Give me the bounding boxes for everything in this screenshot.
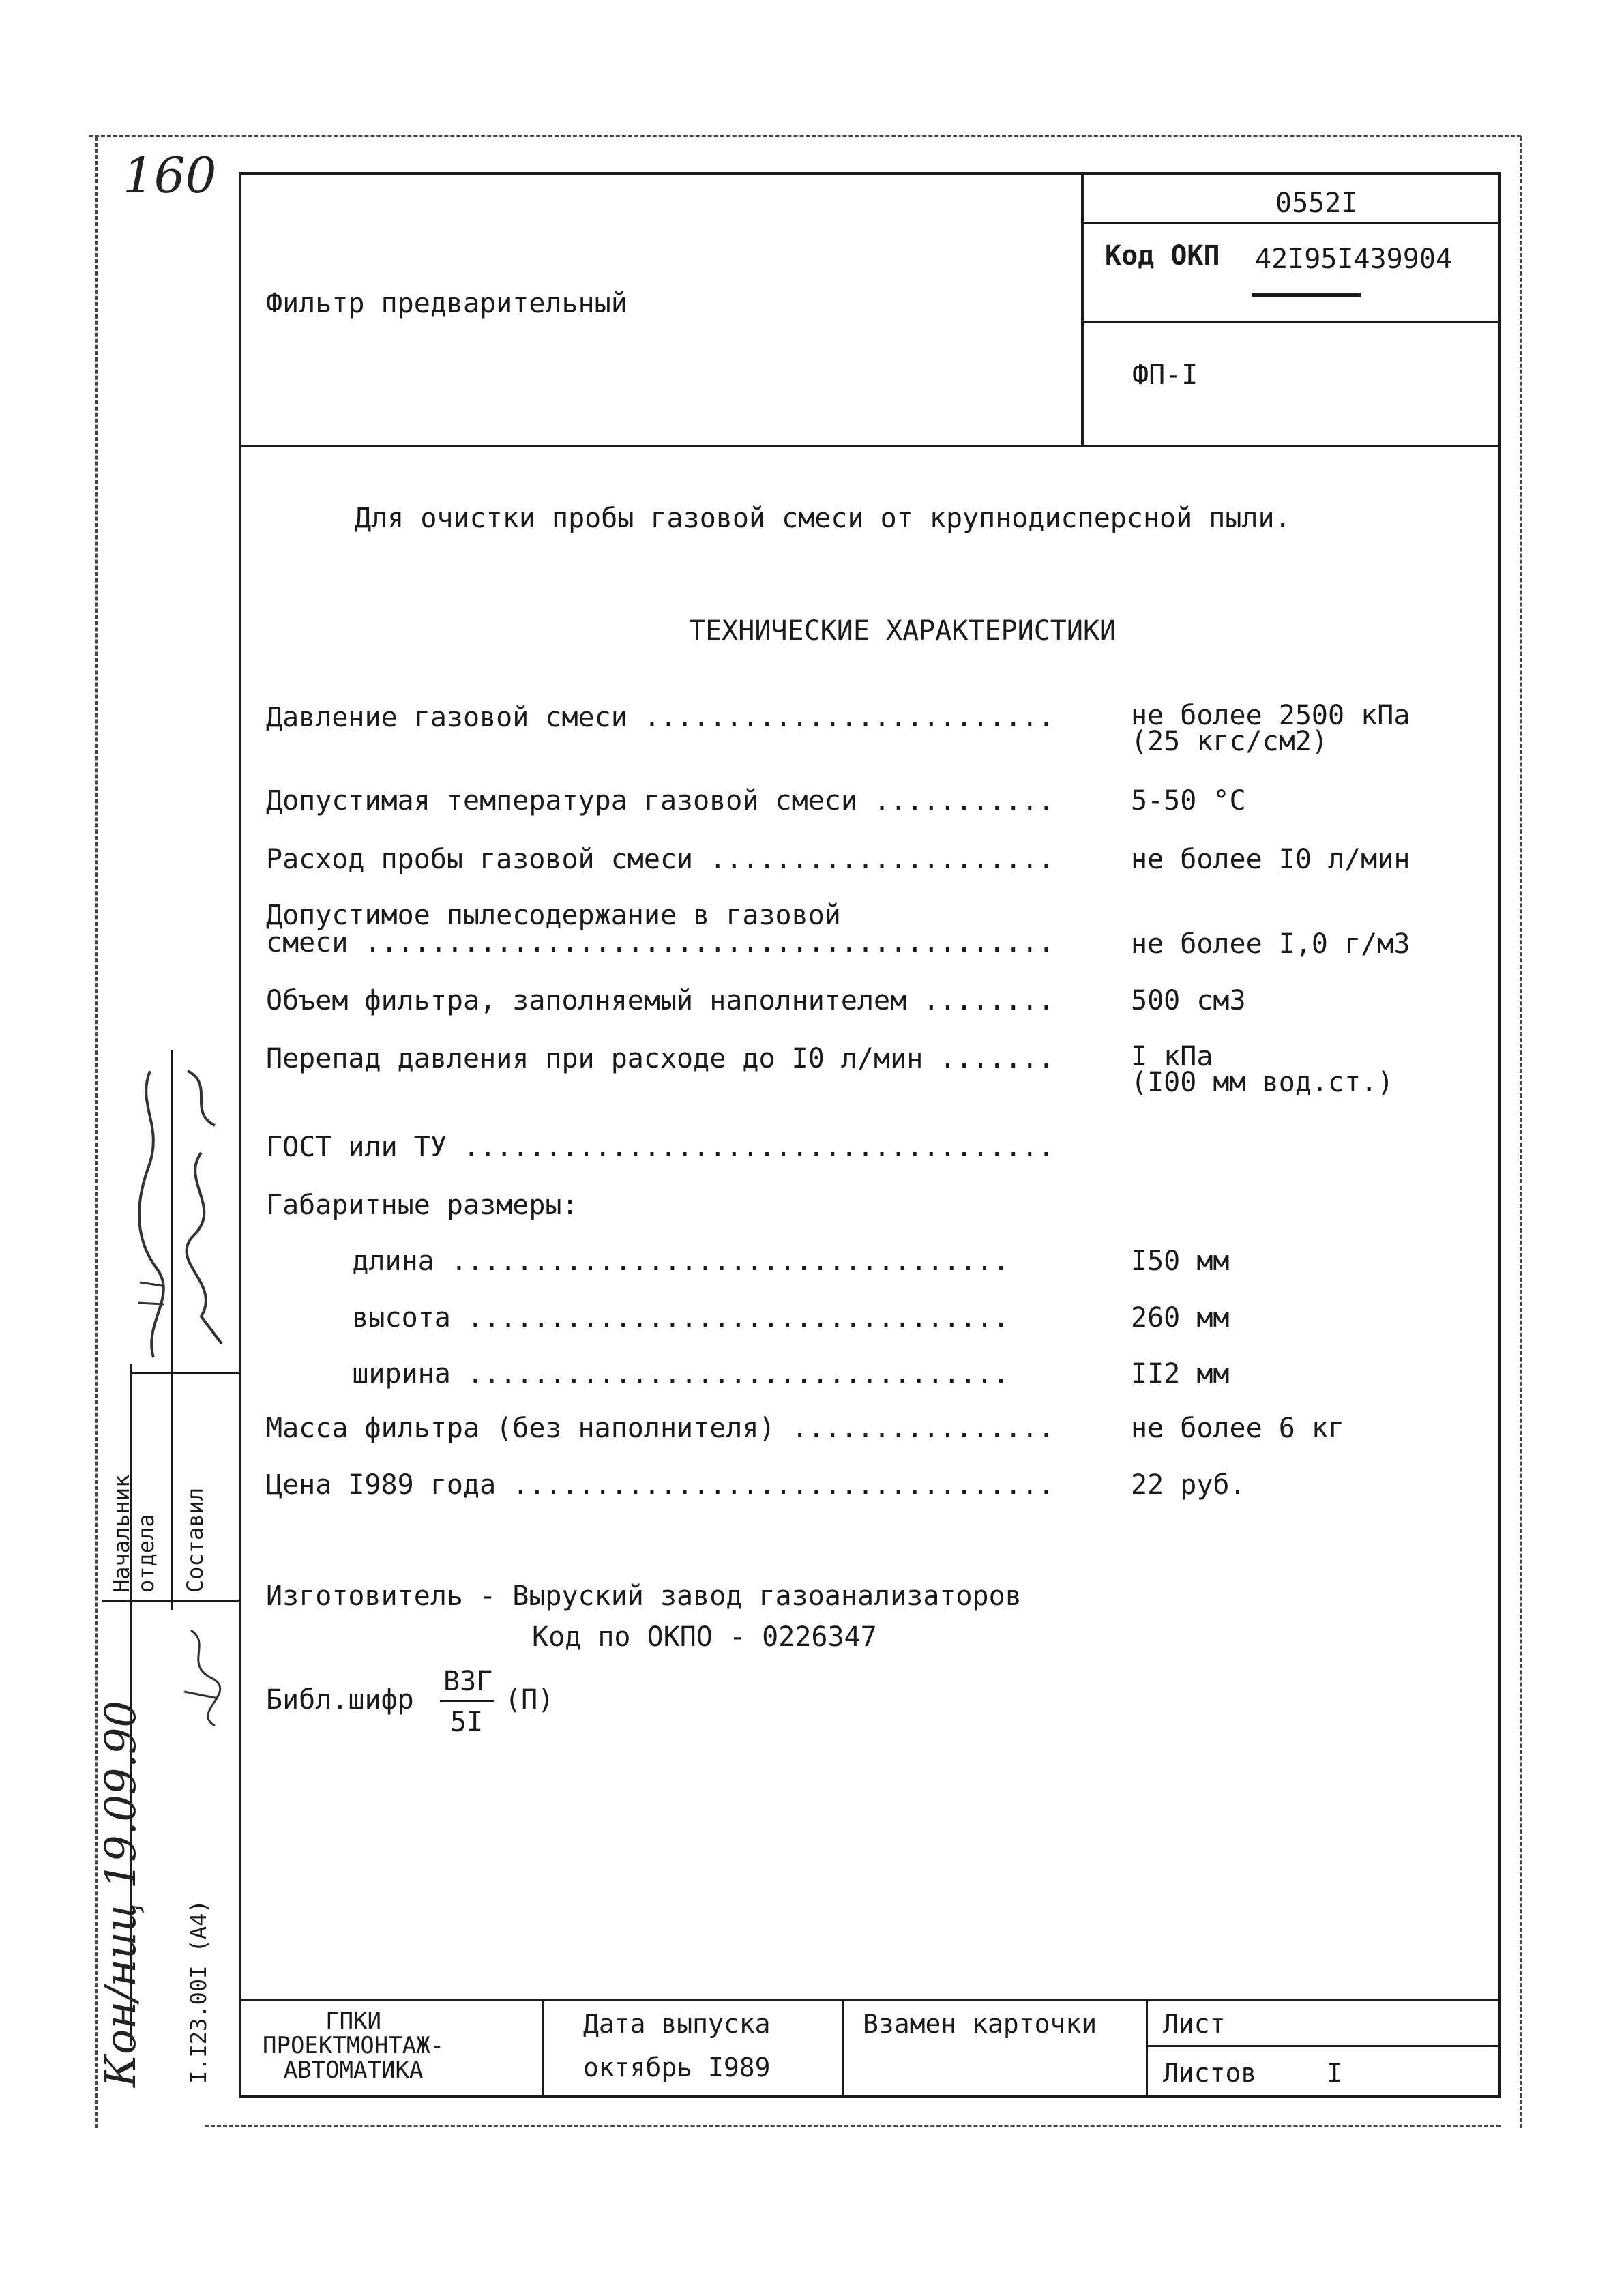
spec-value-width: II2 мм bbox=[1131, 1358, 1230, 1389]
stamp-column-mid bbox=[171, 1050, 173, 1610]
okp-code-underline bbox=[1252, 293, 1361, 297]
spec-value-pressure: не более 2500 кПа (25 кгс/см2) bbox=[1131, 700, 1410, 757]
library-code-suffix: (П) bbox=[505, 1684, 555, 1716]
library-code-label: Библ.шифр bbox=[266, 1684, 414, 1716]
spec-label-temperature: Допустимая температура газовой смеси ........... bbox=[266, 785, 1054, 816]
page-number-handwritten: 160 bbox=[123, 147, 217, 204]
right-dashed-edge bbox=[1520, 136, 1522, 2128]
header-vertical-divider bbox=[1081, 172, 1084, 445]
spec-value-pressure-drop: I кПа (I00 мм вод.ст.) bbox=[1131, 1041, 1394, 1098]
spec-label-mass: Масса фильтра (без наполнителя) ................ bbox=[266, 1413, 1054, 1444]
header-okp-divider bbox=[1081, 321, 1501, 323]
spec-value-dust: не более I,0 г/м3 bbox=[1131, 928, 1410, 960]
frame-bottom bbox=[239, 2095, 1501, 2098]
spec-label-price: Цена I989 года ................................. bbox=[266, 1469, 1054, 1501]
footer-top-line bbox=[239, 1999, 1501, 2001]
footer-div-1 bbox=[542, 1999, 544, 2095]
footer-sheets-value: I bbox=[1327, 2058, 1342, 2088]
footer-div-2 bbox=[842, 1999, 844, 2095]
footer-sheet-label: Лист bbox=[1163, 2009, 1226, 2039]
bottom-dashed-edge bbox=[205, 2125, 1501, 2127]
signature-compiled bbox=[174, 1057, 235, 1357]
frame-top bbox=[239, 172, 1501, 175]
purpose-text: Для очистки пробы газовой смеси от крупнодисперсной пыли. bbox=[355, 503, 1291, 534]
signature-head bbox=[130, 1064, 171, 1364]
manufacturer-line: Изготовитель - Выруский завод газоанализаторов bbox=[266, 1580, 1022, 1612]
library-code-denominator: 5I bbox=[450, 1707, 484, 1738]
spec-value-price: 22 руб. bbox=[1131, 1469, 1246, 1501]
footer-issue-date: октябрь I989 bbox=[583, 2052, 771, 2082]
spec-label-flow: Расход пробы газовой смеси ..................... bbox=[266, 844, 1054, 875]
okp-code: 42I95I439904 bbox=[1255, 244, 1452, 275]
model-code: ФП-I bbox=[1132, 359, 1198, 391]
footer-replaces-label: Взамен карточки bbox=[863, 2009, 1097, 2039]
spec-value-mass: не более 6 кг bbox=[1131, 1413, 1345, 1444]
stamp-column-sep bbox=[130, 1372, 239, 1374]
spec-value-volume: 500 см3 bbox=[1131, 985, 1246, 1016]
stamp-handwritten-note: Кон/ниц 19.09.90 bbox=[95, 1701, 145, 2087]
spec-label-pressure-drop: Перепад давления при расходе до I0 л/мин ....... bbox=[266, 1043, 1054, 1074]
spec-label-standard: ГОСТ или ТУ .................................... bbox=[266, 1132, 1054, 1163]
section-title: ТЕХНИЧЕСКИЕ ХАРАКТЕРИСТИКИ bbox=[689, 615, 1117, 647]
spec-value-length: I50 мм bbox=[1131, 1246, 1230, 1277]
spec-value-height: 260 мм bbox=[1131, 1302, 1230, 1334]
footer-org: ГПКИ ПРОЕКТМОНТАЖ- АВТОМАТИКА bbox=[263, 2007, 445, 2084]
spec-label-volume: Объем фильтра, заполняемый наполнителем ........ bbox=[266, 985, 1054, 1016]
stamp-form-code: I.I23.00I (A4) bbox=[186, 1900, 211, 2084]
footer-issue-date-label: Дата выпуска bbox=[583, 2009, 771, 2039]
product-title: Фильтр предварительный bbox=[266, 288, 627, 319]
spec-value-temperature: 5-50 °С bbox=[1131, 785, 1246, 816]
okp-label: Код ОКП bbox=[1105, 240, 1220, 271]
spec-value-flow: не более I0 л/мин bbox=[1131, 844, 1410, 875]
stamp-head-label: Начальник отдела bbox=[108, 1474, 159, 1593]
stamp-compiled-label: Составил bbox=[182, 1487, 208, 1593]
footer-div-3 bbox=[1146, 1999, 1148, 2095]
spec-label-length: длина .................................. bbox=[286, 1246, 1009, 1277]
header-bottom-line bbox=[239, 445, 1501, 447]
spec-label-dust: Допустимое пылесодержание в газовой смеси .......................................... bbox=[266, 900, 1054, 958]
signature-small bbox=[177, 1623, 232, 1733]
spec-label-width: ширина ................................. bbox=[286, 1358, 1009, 1389]
footer-sheets-label: Листов bbox=[1163, 2058, 1257, 2088]
frame-right bbox=[1498, 172, 1501, 2098]
spec-label-height: высота ................................. bbox=[286, 1302, 1009, 1334]
library-code-numerator: ВЗГ bbox=[443, 1666, 493, 1697]
frame-left bbox=[239, 172, 241, 2098]
card-number: 0552I bbox=[1275, 188, 1358, 219]
spec-label-dimensions: Габаритные размеры: bbox=[266, 1190, 578, 1221]
footer-sheet-line bbox=[1146, 2045, 1501, 2047]
stamp-column-sep2 bbox=[102, 1600, 239, 1602]
spec-label-pressure: Давление газовой смеси ......................... bbox=[266, 702, 1054, 733]
top-dashed-edge bbox=[89, 135, 1521, 137]
header-card-divider bbox=[1081, 222, 1501, 224]
manufacturer-okpo: Код по ОКПО - 0226347 bbox=[532, 1621, 877, 1653]
library-code-fraction-bar bbox=[440, 1700, 494, 1702]
